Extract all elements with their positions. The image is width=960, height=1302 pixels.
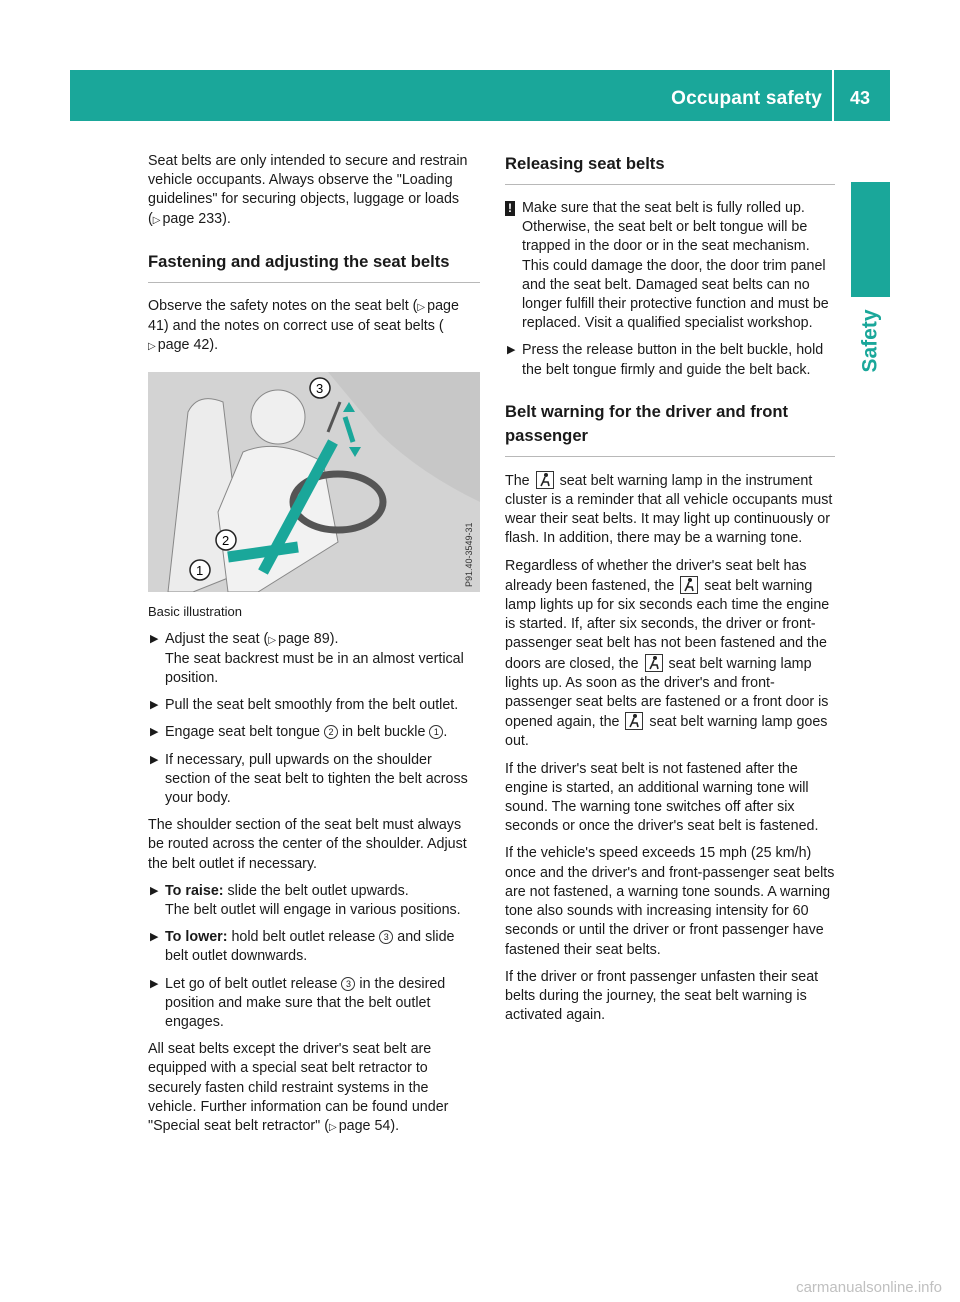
seat-belt-warning-icon [625, 712, 643, 730]
step-arrow-icon: ▶ [507, 344, 516, 357]
step-adjust-seat: ▶ Adjust the seat (▷ page 89). The seat backrest must be in an almost vertical position. [148, 630, 480, 689]
step-arrow-icon: ▶ [150, 884, 159, 897]
step-tighten: ▶ If necessary, pull upwards on the shoulder section of the seat belt to tighten the belt across your body. [150, 751, 468, 807]
callout-3-icon: 3 [341, 977, 355, 991]
belt-warning-p5: If the driver or front passenger unfasten their seat belts during the journey, the seat belt warning is activated again. [505, 968, 819, 1024]
figure-caption: Basic illustration [148, 604, 242, 620]
right-column [505, 152, 835, 1033]
page-number: 43 [849, 88, 870, 108]
watermark: carmanualsonline.info [796, 1279, 942, 1296]
heading-releasing: Releasing seat belts [505, 152, 835, 185]
page-ref-link[interactable]: ▷ page 54). [329, 1118, 399, 1134]
header-bar [70, 70, 890, 121]
step-raise: ▶ To raise: slide the belt outlet upwards. The belt outlet will engage in various positions. [150, 882, 461, 919]
heading-fastening: Fastening and adjusting the seat belts [148, 250, 480, 283]
callout-2-icon: 2 [324, 725, 338, 739]
intro-paragraph: Seat belts are only intended to secure and restrain vehicle occupants. Always observe the "Loading guidelines" for securing objects, luggage or loads (▷ page 233). [148, 152, 480, 230]
step-release: ▶ Press the release button in the belt buckle, hold the belt tongue firmly and guide the belt back. [507, 342, 824, 378]
warning-note: ! Make sure that the seat belt is fully rolled up. Otherwise, the seat belt or belt tongue will be trapped in the door or in the seat mechanism. This could damage the door, the door trim panel and the seat belt. Damaged seat belts can no longer fulfill their protective function and must be replaced. Visit a qualified specialist workshop. [505, 199, 835, 333]
step-arrow-icon: ▶ [150, 699, 159, 712]
page-ref-link[interactable]: ▷ page 42). [148, 337, 218, 353]
page-ref-link[interactable]: ▷ page 89). [268, 631, 338, 647]
step-lower: ▶ To lower: hold belt outlet release 3 and slide belt outlet downwards. [150, 929, 455, 965]
step-pull-belt: ▶ Pull the seat belt smoothly from the belt outlet. [148, 696, 480, 715]
side-tab-label: Safety [858, 309, 882, 373]
belt-warning-p3: If the driver's seat belt is not fastened after the engine is started, an additional warning tone will sound. The warning tone switches off after six seconds or once the driver's seat belt is fastened. [505, 760, 819, 835]
shoulder-paragraph: The shoulder section of the seat belt must always be routed across the center of the shoulder. Adjust the belt outlet if necessary. [148, 817, 467, 872]
step-arrow-icon: ▶ [150, 977, 159, 990]
all-belts-paragraph: All seat belts except the driver's seat belt are equipped with a special seat belt retractor to securely fasten child restraint systems in the vehicle. Further information can be found under "Special seat belt retractor" (▷ page 54). [148, 1040, 480, 1137]
callout-3-label: 3 [316, 381, 324, 397]
callout-2-label: 2 [222, 533, 230, 549]
seat-belt-warning-icon [645, 654, 663, 672]
observe-paragraph: Observe the safety notes on the seat belt (▷ page 41) and the notes on correct use of seat belts ( ▷ page 42). [148, 297, 480, 357]
page-ref-link[interactable]: ▷ page 41) and the notes on correct use of seat belts ( [148, 298, 459, 334]
belt-warning-p2: Regardless of whether the driver's seat belt has already been fastened, the seat belt warning lamp lights up for six seconds each time the engine is started. If, after six seconds, the driver or front-passenger seat belt has not been fastened and the doors are closed, the seat belt warning lamp lights up. As soon as the driver's and front-passenger seat belts are fastened or a front door is opened again, the seat belt warning lamp goes out. [505, 557, 830, 750]
warning-icon: ! [505, 201, 515, 216]
seat-belt-illustration [148, 372, 480, 592]
page-ref-link[interactable]: ▷ page 233). [153, 211, 231, 227]
belt-warning-p4: If the vehicle's speed exceeds 15 mph (25 km/h) once and the driver's and front-passenger seat belts are not fastened, a warning tone sounds. A warning tone also sounds with increasing intensity for 60 seconds or until the driver or front passenger have fastened their seat belts. [505, 845, 835, 958]
step-let-go: ▶ Let go of belt outlet release 3 in the desired position and make sure that the belt outlet engages. [150, 975, 446, 1031]
belt-warning-p1: The seat belt warning lamp in the instrument cluster is a reminder that all vehicle occupants must wear their seat belts. It may light up continuously or flash. In addition, there may be a warning tone. [505, 472, 833, 547]
seat-belt-illustration-svg [148, 372, 480, 592]
left-column [148, 152, 480, 1145]
callout-1-icon: 1 [429, 725, 443, 739]
side-tab-marker [851, 182, 890, 297]
callout-1-label: 1 [196, 563, 204, 579]
heading-belt-warning: Belt warning for the driver and front passenger [505, 400, 835, 457]
header-divider [832, 70, 834, 121]
callout-3-icon: 3 [379, 930, 393, 944]
step-arrow-icon: ▶ [150, 753, 159, 766]
figure-code: P91.40-3549-31 [464, 522, 474, 588]
section-title: Occupant safety [671, 88, 822, 109]
seat-belt-warning-icon [680, 576, 698, 594]
step-engage-tongue: ▶ Engage seat belt tongue 2 in belt buckle 1 . [148, 723, 480, 742]
seat-belt-warning-icon [536, 471, 554, 489]
step-arrow-icon: ▶ [150, 632, 159, 645]
step-arrow-icon: ▶ [150, 931, 159, 944]
step-arrow-icon: ▶ [150, 726, 159, 739]
